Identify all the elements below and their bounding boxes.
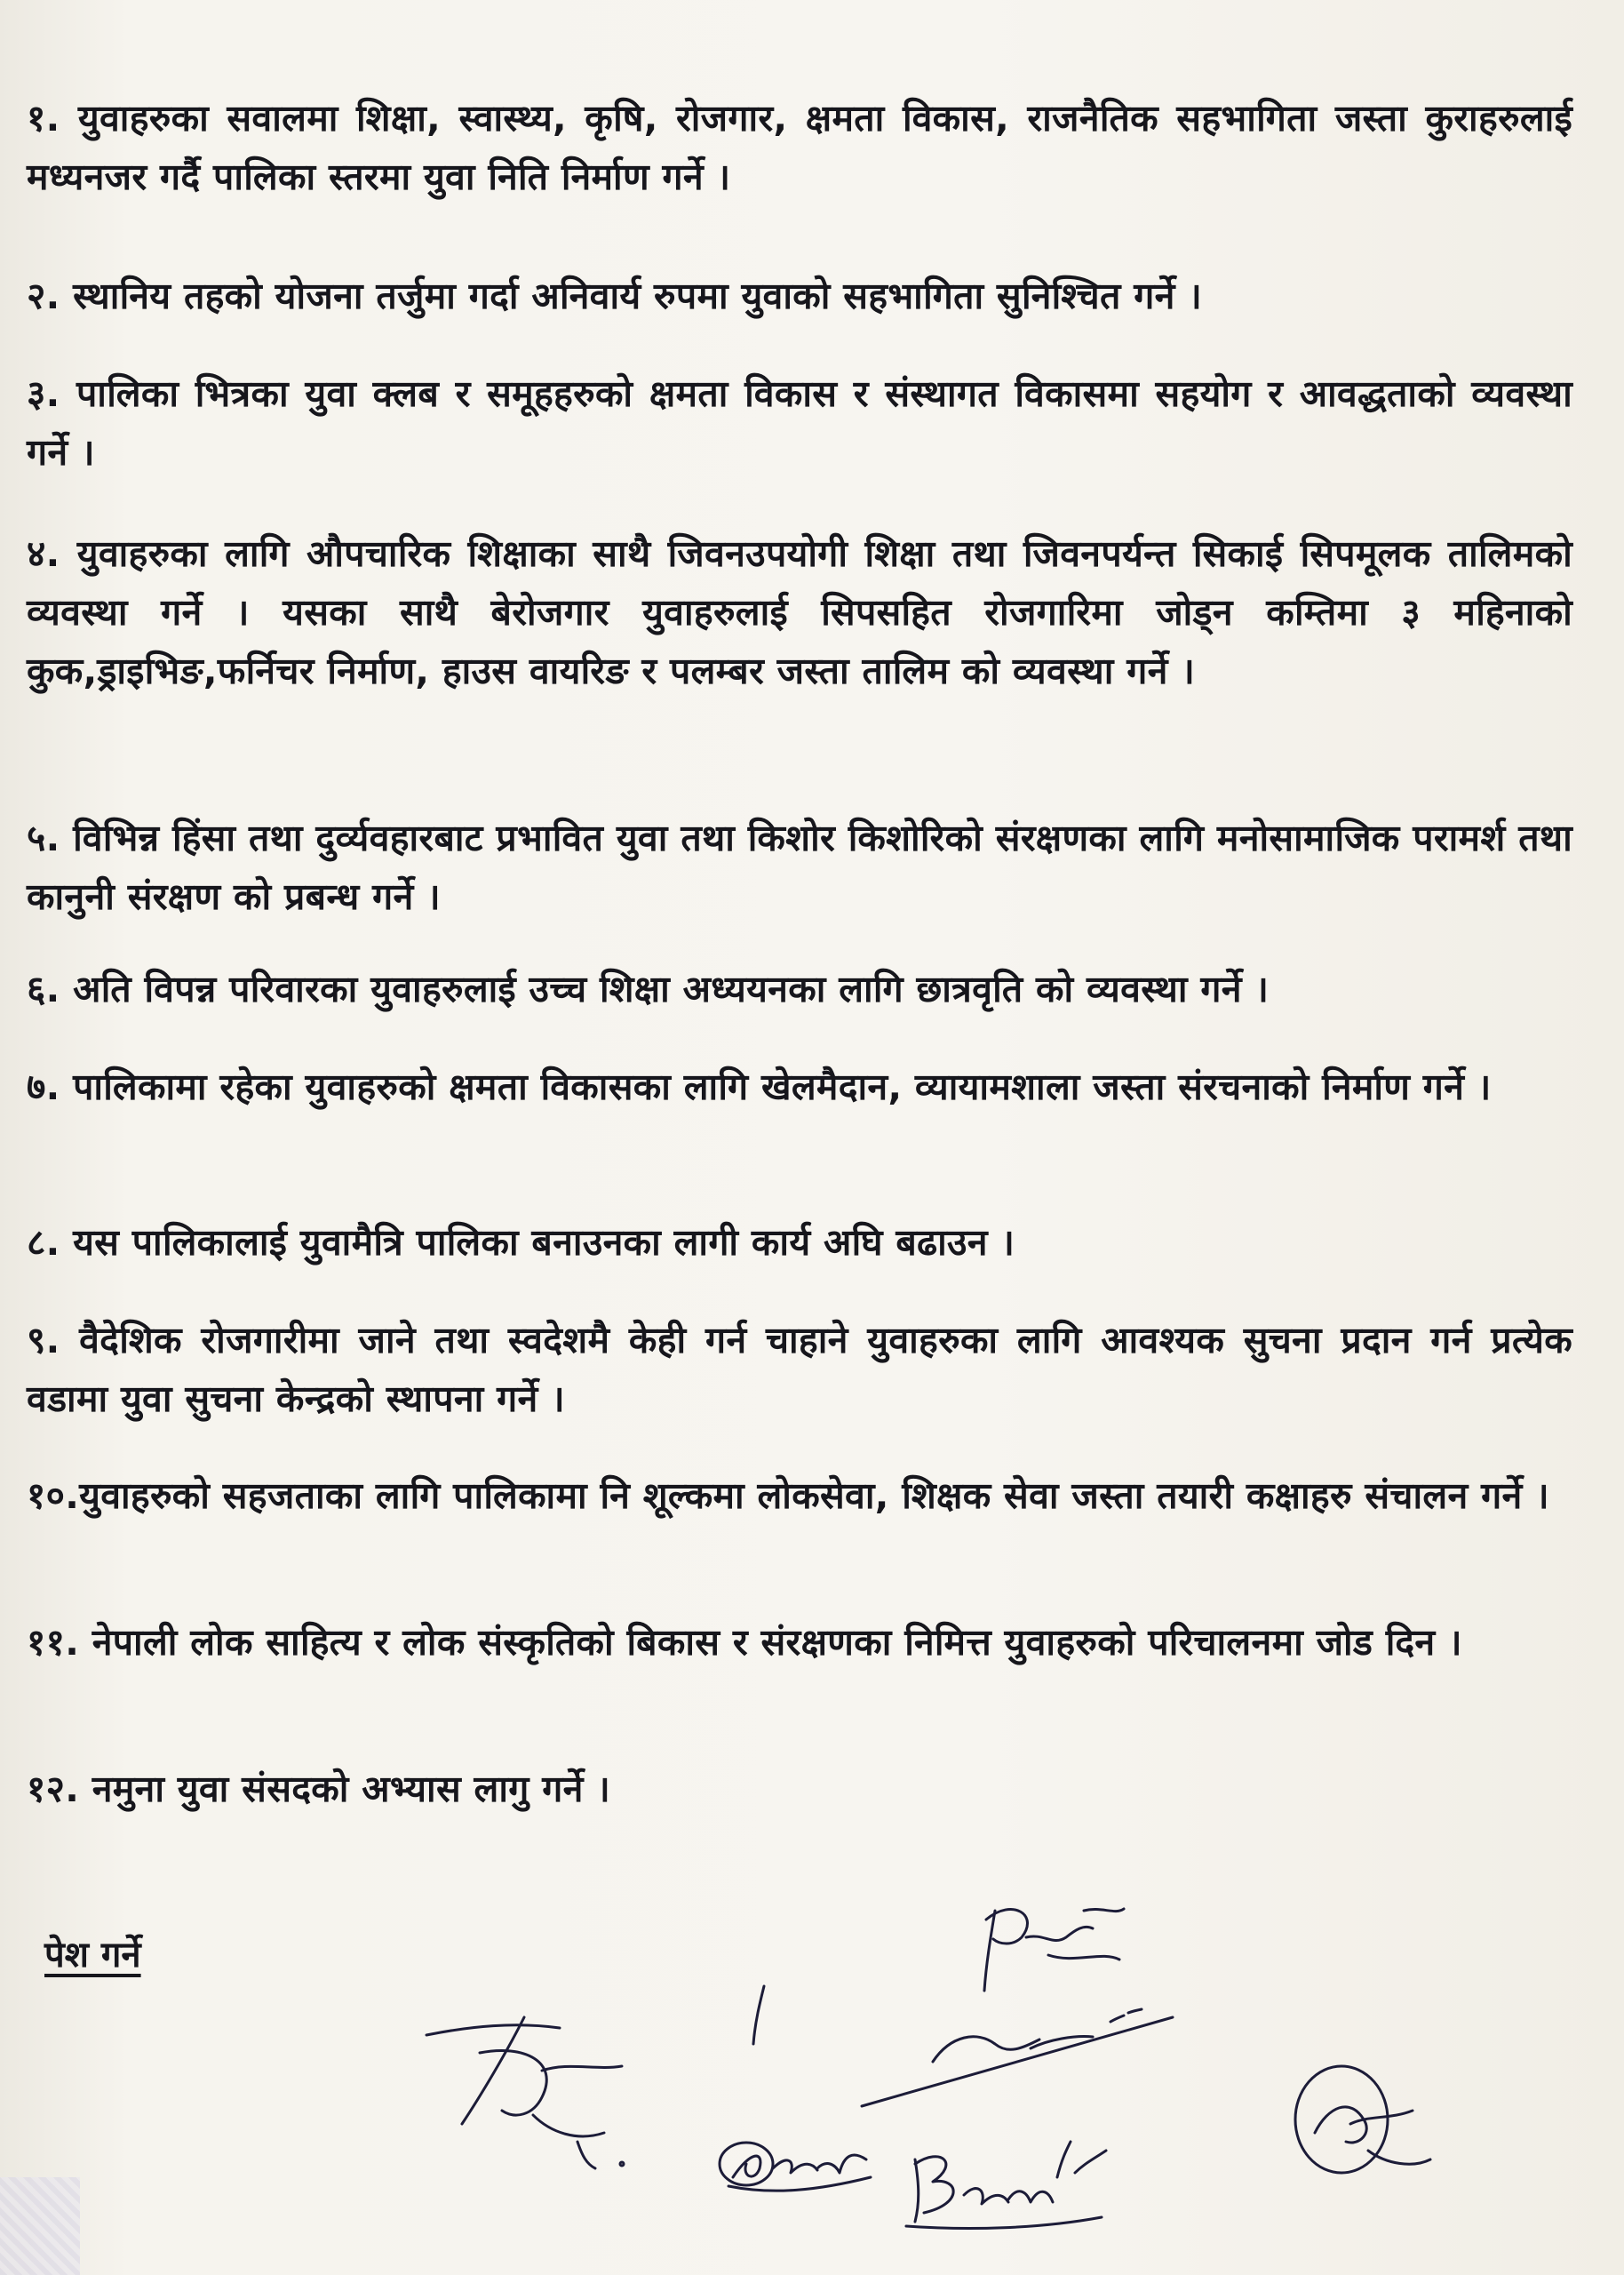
list-item-10: १०.युवाहरुको सहजताका लागि पालिकामा नि शूल्कमा लोकसेवा, शिक्षक सेवा जस्ता तयारी कक्षाहरु संचालन गर्ने ।	[27, 1474, 1549, 1517]
list-item-12: १२. नमुना युवा संसदको अभ्यास लागु गर्ने ।	[27, 1768, 611, 1810]
list-item-5: ५. विभिन्न हिंसा तथा दुर्व्यवहारबाट प्रभावित युवा तथा किशोर किशोरिको संरक्षणका लागि मनोसामाजिक परामर्श तथा कानुनी संरक्षण को प्रबन्ध गर्ने ।	[27, 817, 1572, 918]
signature-4	[711, 2115, 880, 2213]
signature-3	[853, 2000, 1182, 2133]
list-item-2: २. स्थानिय तहको योजना तर्जुमा गर्दा अनिवार्य रुपमा युवाको सहभागिता सुनिश्चित गर्ने ।	[27, 275, 1203, 317]
signature-6	[1279, 2044, 1448, 2195]
list-item-4: ४. युवाहरुका लागि औपचारिक शिक्षाका साथै जिवनउपयोगी शिक्षा तथा जिवनपर्यन्त सिकाई सिपमूलक तालिमको व्यवस्था गर्ने । यसका साथै बेरोजगार युवाहरुलाई सिपसहित रोजगारिमा जोड्न कम्तिमा ३ महिनाको कुक,ड्राइभिङ,फर्निचर निर्माण, हाउस वायरिङ र पलम्बर जस्ता तालिम को व्यवस्था गर्ने ।	[27, 532, 1572, 692]
signature-1	[418, 2000, 684, 2177]
list-item-11: ११. नेपाली लोक साहित्य र लोक संस्कृतिको बिकास र संरक्षणका निमित्त युवाहरुको परिचालनमा जोड दिन ।	[27, 1621, 1462, 1664]
stamp-fragment	[0, 2177, 80, 2275]
list-item-7: ७. पालिकामा रहेका युवाहरुको क्षमता विकासका लागि खेलमैदान, व्यायामशाला जस्ता संरचनाको निर्माण गर्ने ।	[27, 1066, 1492, 1108]
list-item-3: ३. पालिका भित्रका युवा क्लब र समूहहरुको क्षमता विकास र संस्थागत विकासमा सहयोग र आवद्धताको व्यवस्था गर्ने ।	[27, 372, 1572, 474]
list-item-6: ६. अति विपन्न परिवारका युवाहरुलाई उच्च शिक्षा अध्ययनका लागि छात्रवृति को व्यवस्था गर्ने ।	[27, 968, 1270, 1010]
signature-2	[959, 1884, 1137, 2008]
list-item-9: ९. वैदेशिक रोजगारीमा जाने तथा स्वदेशमै केही गर्न चाहाने युवाहरुका लागि आवश्यक सुचना प्रदान गर्न प्रत्येक वडामा युवा सुचना केन्द्रको स्थापना गर्ने ।	[27, 1319, 1572, 1420]
signature-5	[897, 2124, 1128, 2239]
submitted-by-heading: पेश गर्ने	[44, 1935, 141, 1976]
pen-mark	[746, 1982, 773, 2053]
list-item-1: १. युवाहरुका सवालमा शिक्षा, स्वास्थ्य, कृषि, रोजगार, क्षमता विकास, राजनैतिक सहभागिता जस्ता कुराहरुलाई मध्यनजर गर्दै पालिका स्तरमा युवा निति निर्माण गर्ने ।	[27, 97, 1572, 198]
list-item-8: ८. यस पालिकालाई युवामैत्रि पालिका बनाउनका लागी कार्य अघि बढाउन ।	[27, 1221, 1015, 1264]
